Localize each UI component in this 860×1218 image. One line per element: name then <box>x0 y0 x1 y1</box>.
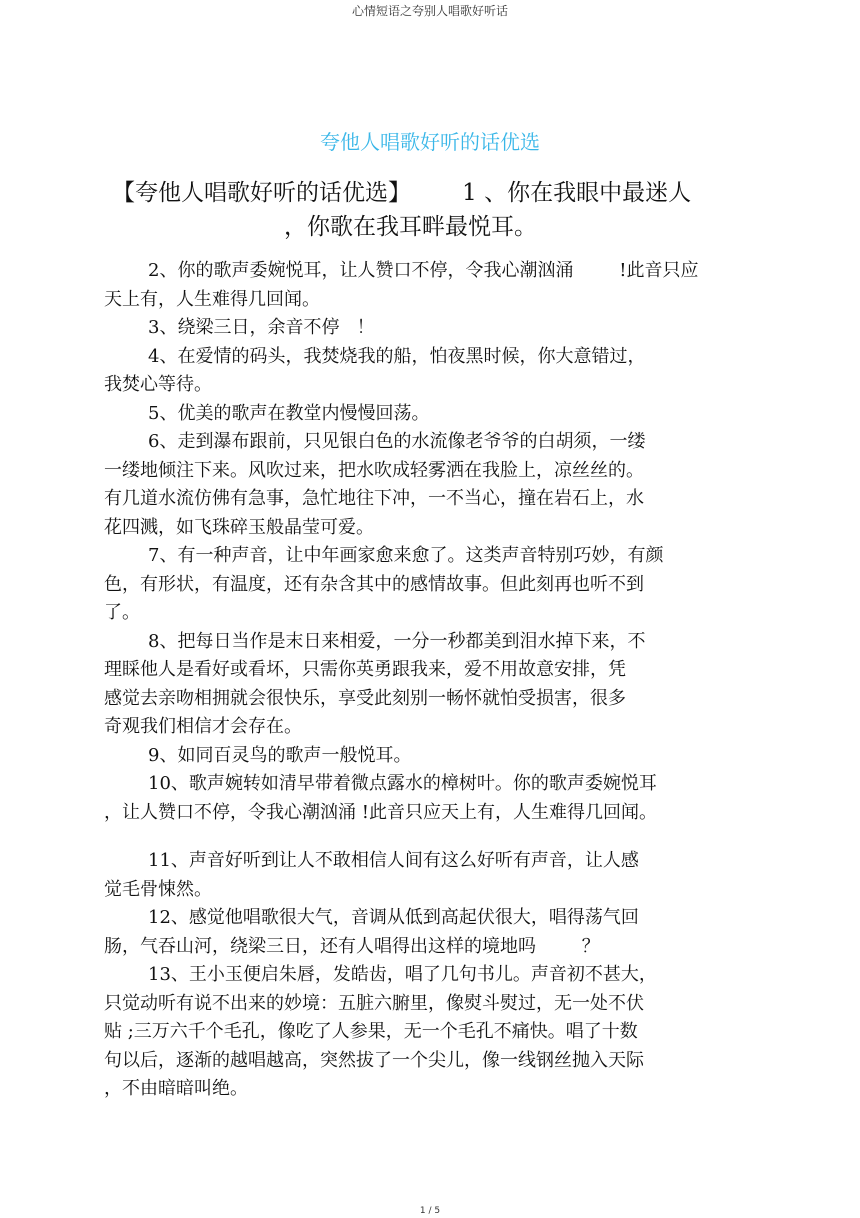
paragraph-line: 10、歌声婉转如清早带着微点露水的樟树叶。你的歌声委婉悦耳 <box>148 773 657 794</box>
paragraph-line: 7、有一种声音，让中年画家愈来愈了。这类声音特别巧妙，有颜 <box>148 545 664 566</box>
paragraph-line: 只觉动听有说不出来的妙境：五脏六腑里，像熨斗熨过，无一处不伏 <box>104 992 644 1014</box>
paragraph-line: 13、王小玉便启朱唇，发皓齿，唱了几句书儿。声音初不甚大， <box>148 964 657 985</box>
paragraph-line: 11、声音好听到让人不敢相信人间有这么好听有声音，让人感 <box>148 850 639 871</box>
paragraph-line: 肠，气吞山河，绕梁三日，还有人唱得出这样的境地吗 ？ <box>104 935 600 957</box>
body-text <box>104 257 764 1104</box>
paragraph-line: ，不由暗暗叫绝。 <box>104 1078 248 1099</box>
paragraph-line: 8、把每日当作是末日来相爱，一分一秒都美到泪水掉下来，不 <box>148 630 646 652</box>
paragraph-line: 9、如同百灵鸟的歌声一般悦耳。 <box>148 744 412 766</box>
section-heading-line-1: 【夸他人唱歌好听的话优选】 1 、你在我眼中最迷人 <box>112 180 692 206</box>
document-title: 夸他人唱歌好听的话优选 <box>320 130 540 154</box>
paragraph-line: 6、走到瀑布跟前，只见银白色的水流像老爷爷的白胡须，一缕 <box>148 431 646 452</box>
paragraph-line: 一缕地倾注下来。风吹过来，把水吹成轻雾洒在我脸上，凉丝丝的。 <box>104 459 644 481</box>
section-heading-line-2: ，你歌在我耳畔最悦耳。 <box>284 214 537 240</box>
paragraph-line: ，让人赞口不停，令我心潮汹涌 !此音只应天上有，人生难得几回闻。 <box>104 801 657 823</box>
paragraph-gap <box>104 827 764 847</box>
paragraph-line: 花四溅，如飞珠碎玉般晶莹可爱。 <box>104 516 374 538</box>
paragraph-line: 奇观我们相信才会存在。 <box>104 716 302 737</box>
paragraph-line: 了。 <box>104 602 140 623</box>
paragraph-line: 天上有，人生难得几回闻。 <box>104 288 320 310</box>
paragraph-line: 2、你的歌声委婉悦耳，让人赞口不停，令我心潮汹涌 !此音只应 <box>148 260 699 281</box>
paragraph-line: 3、绕梁三日，余音不停 ！ <box>148 317 375 338</box>
paragraph-line: 我焚心等待。 <box>104 374 212 395</box>
paragraph-line: 贴 ;三万六千个毛孔，像吃了人参果，无一个毛孔不痛快。唱了十数 <box>104 1021 638 1042</box>
paragraph-line: 12、感觉他唱歌很大气，音调从低到高起伏很大，唱得荡气回 <box>148 907 639 928</box>
paragraph-line: 有几道水流仿佛有急事，急忙地往下冲，一不当心，撞在岩石上，水 <box>104 488 644 509</box>
running-header: 心情短语之夸别人唱歌好听话 <box>351 4 508 18</box>
paragraph-line: 感觉去亲吻相拥就会很快乐，享受此刻别一畅怀就怕受损害，很多 <box>104 687 626 709</box>
page-number: 1 / 5 <box>419 1206 441 1216</box>
paragraph-line: 理睬他人是看好或看坏，只需你英勇跟我来，爱不用故意安排，凭 <box>104 659 626 680</box>
section-heading <box>112 176 752 244</box>
paragraph-line: 色，有形状，有温度，还有杂含其中的感情故事。但此刻再也听不到 <box>104 573 644 595</box>
paragraph-line: 觉毛骨悚然。 <box>104 878 212 900</box>
paragraph-line: 4、在爱情的码头，我焚烧我的船，怕夜黑时候，你大意错过， <box>148 345 646 367</box>
paragraph-line: 5、优美的歌声在教堂内慢慢回荡。 <box>148 402 430 424</box>
paragraph-line: 句以后，逐渐的越唱越高，突然拔了一个尖儿，像一线钢丝抛入天际 <box>104 1049 644 1071</box>
